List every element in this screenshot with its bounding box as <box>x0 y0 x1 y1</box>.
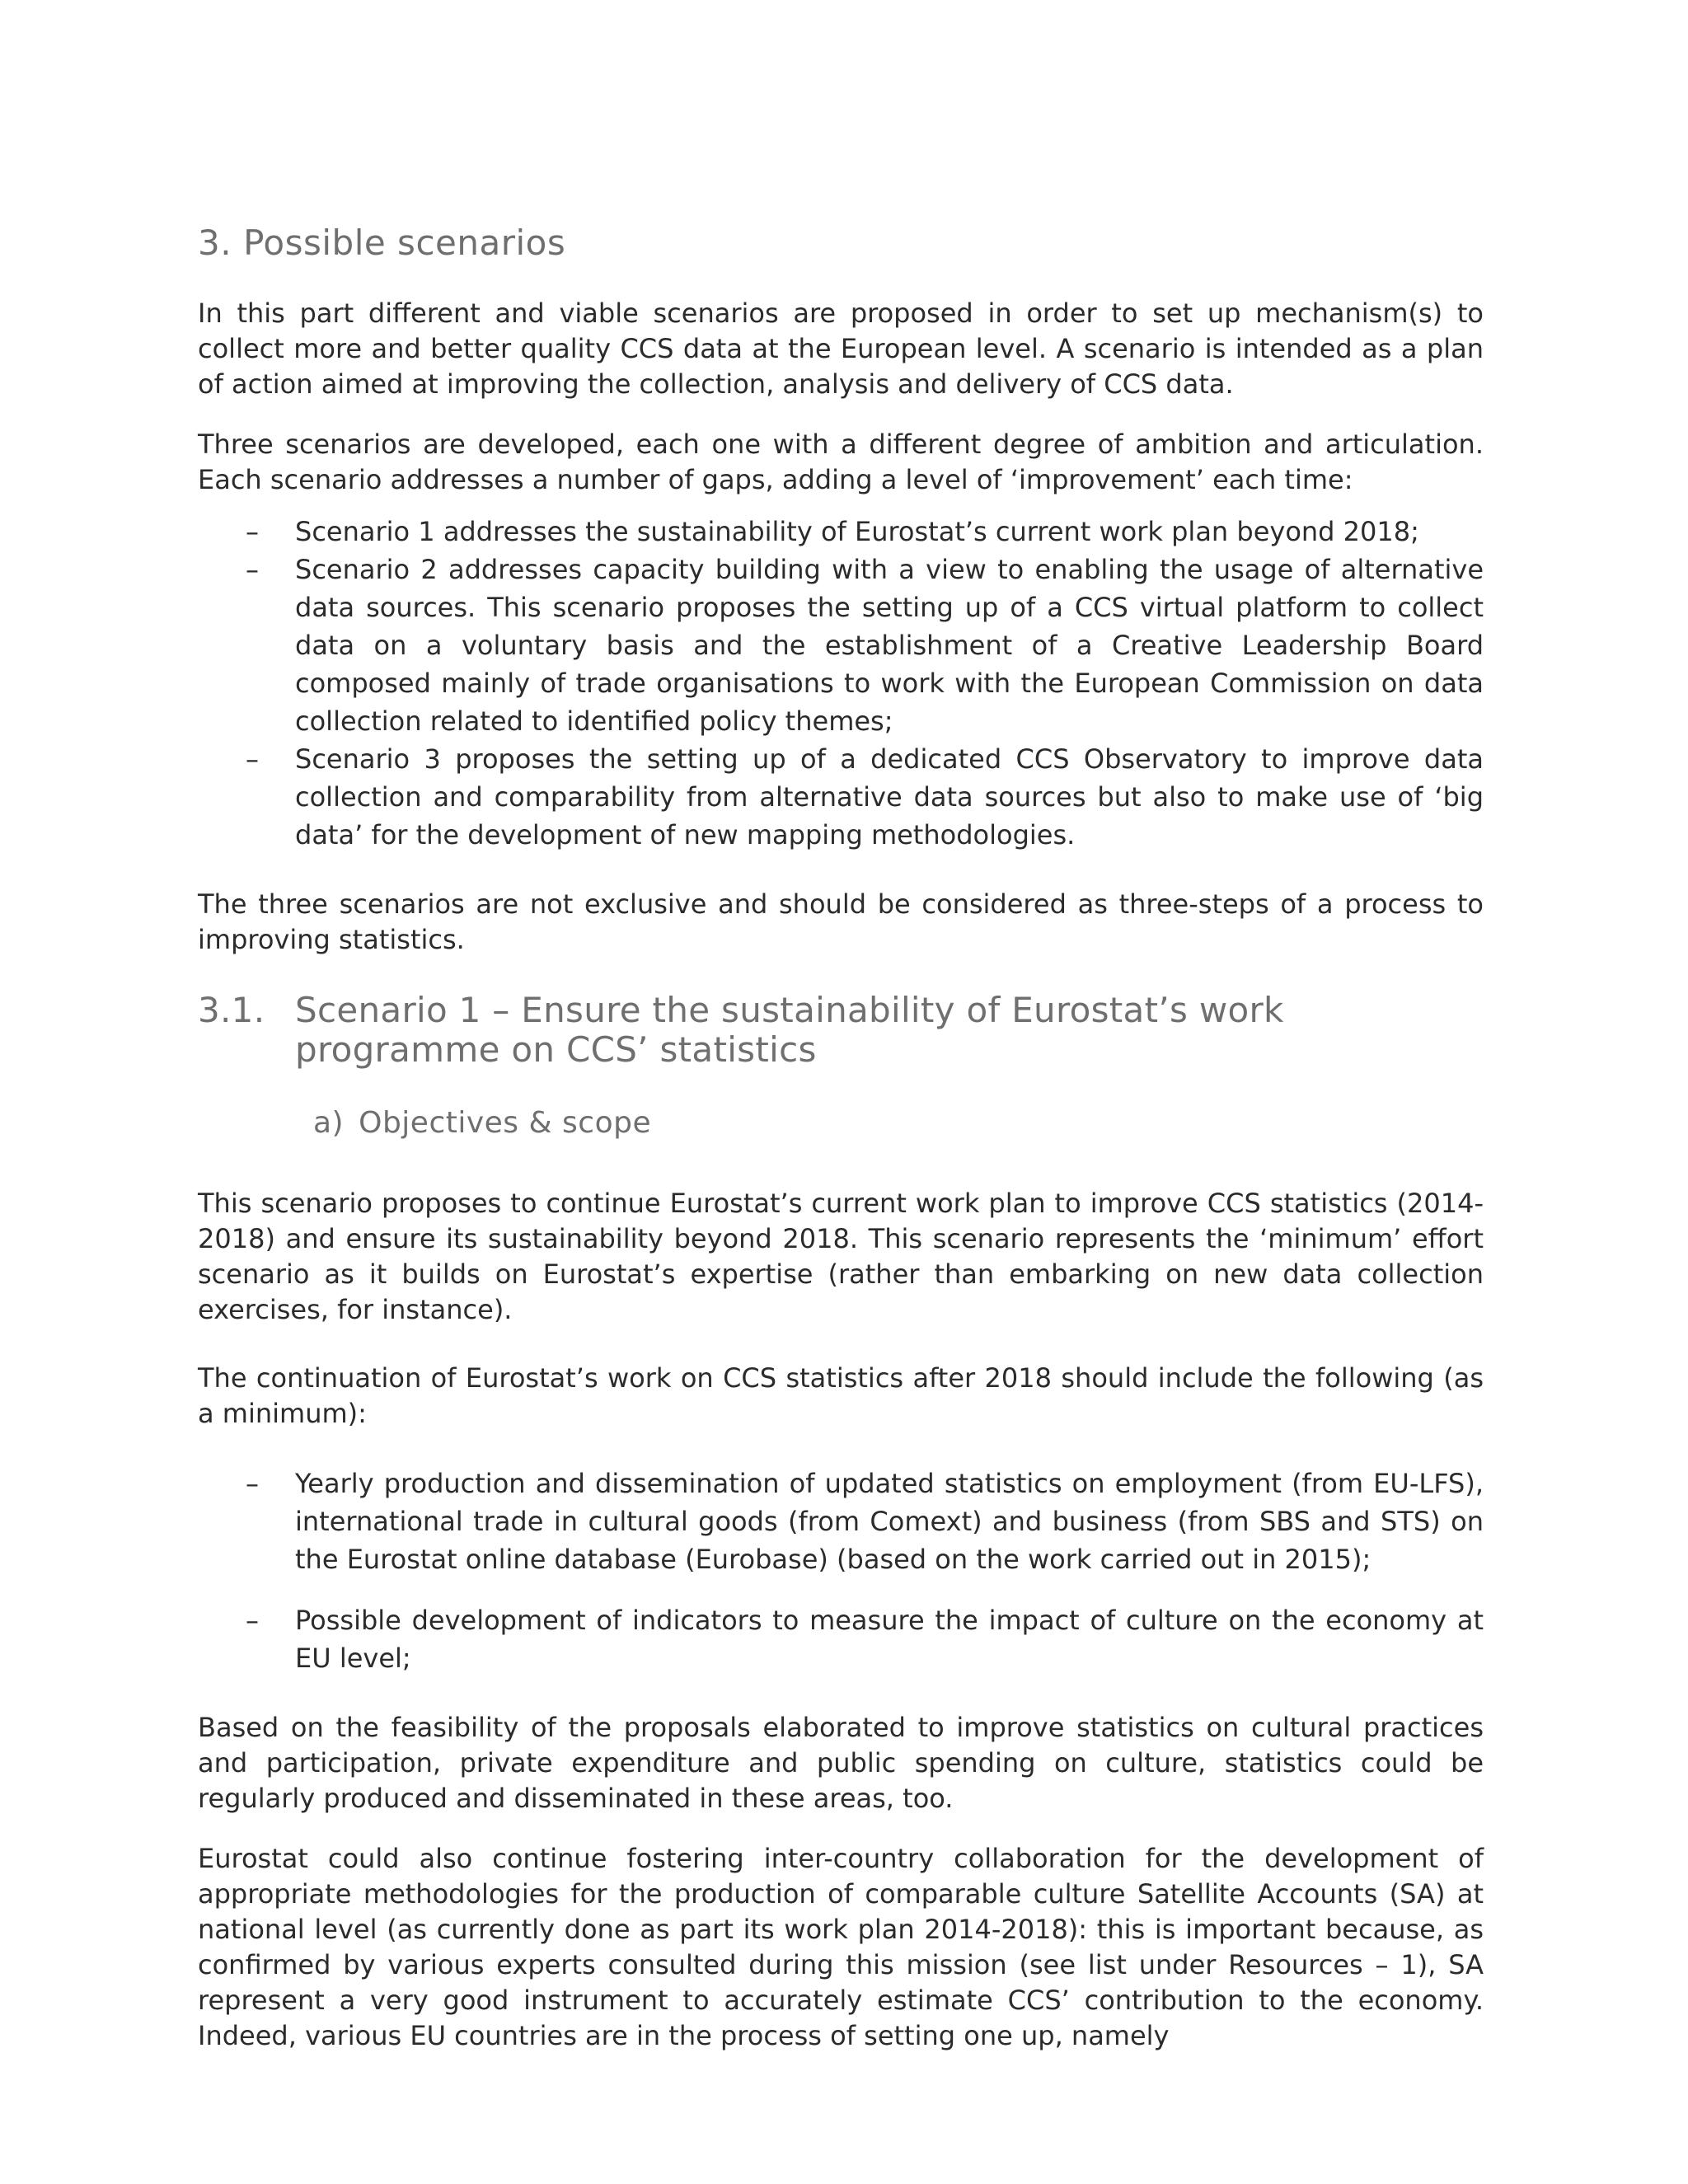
intro-paragraph: Three scenarios are developed, each one with a different degree of ambition and articulation. Each scenario addresses a number of gaps, adding a level of ‘improvement’ each time: <box>198 429 1484 495</box>
subsubsection-heading <box>198 1106 1484 1140</box>
body-paragraph: This scenario proposes to continue Eurostat’s current work plan to improve CCS statistics (2014-2018) and ensure its sustainability beyond 2018. This scenario represents the ‘minimum’ effort scenario as it builds on Eurostat’s expertise (rather than embarking on new data collection exercises, for instance). <box>198 1188 1484 1325</box>
section-heading <box>198 223 1484 263</box>
list-item: – Yearly production and dissemination of updated statistics on employment (from EU-LFS), international trade in cultural goods (from Comext) and business (from SBS and STS) on the Eurostat online database (Eurobase) (based on the work carried out in 2015); <box>198 1465 1484 1578</box>
intro-paragraph: In this part different and viable scenarios are proposed in order to set up mechanism(s) to collect more and better quality CCS data at the European level. A scenario is intended as a plan of action aimed at improving the collection, analysis and delivery of CCS data. <box>198 298 1484 400</box>
section-number: 3. <box>198 223 232 263</box>
continuation-list <box>198 1465 1484 1677</box>
scenario-list <box>198 513 1484 854</box>
list-item: – Scenario 1 addresses the sustainability of Eurostat’s current work plan beyond 2018; <box>198 513 1484 551</box>
closing-paragraph: The three scenarios are not exclusive and should be considered as three-steps of a process to improving statistics. <box>198 888 1484 955</box>
subsubsection-number: a) <box>313 1106 345 1140</box>
body-paragraph: Eurostat could also continue fostering inter-country collaboration for the development of appropriate methodologies for the production of comparable culture Satellite Accounts (SA) at national level (as currently done as part its work plan 2014-2018): this is important because, as confirmed by various experts consulted during this mission (see list under Resources – 1), SA represent a very good instrument to accurately estimate CCS’ contribution to the economy. Indeed, various EU countries are in the process of setting one up, namely <box>198 1843 1484 2051</box>
list-dash: – <box>246 1468 259 1499</box>
list-dash: – <box>246 516 259 547</box>
subsection-title: Scenario 1 – Ensure the sustainability of Eurostat’s work programme on CCS’ statistics <box>295 990 1284 1070</box>
body-paragraph: The continuation of Eurostat’s work on CCS statistics after 2018 should include the following (as a minimum): <box>198 1362 1484 1429</box>
subsection-heading <box>198 991 1484 1070</box>
page-content <box>198 223 1484 2079</box>
list-dash: – <box>246 1605 259 1636</box>
subsubsection-title: Objectives & scope <box>359 1106 652 1140</box>
subsection-number: 3.1. <box>198 990 265 1030</box>
list-item: – Scenario 3 proposes the setting up of a dedicated CCS Observatory to improve data collection and comparability from alternative data sources but also to make use of ‘big data’ for the development of new mapping methodologies. <box>198 740 1484 854</box>
body-paragraph: Based on the feasibility of the proposals elaborated to improve statistics on cultural practices and participation, private expenditure and public spending on culture, statistics could be regularly produced and disseminated in these areas, too. <box>198 1712 1484 1814</box>
section-title: Possible scenarios <box>243 223 566 263</box>
list-item: – Possible development of indicators to measure the impact of culture on the economy at EU level; <box>198 1601 1484 1677</box>
list-dash: – <box>246 554 259 585</box>
list-item: – Scenario 2 addresses capacity building with a view to enabling the usage of alternative data sources. This scenario proposes the setting up of a CCS virtual platform to collect data on a voluntary basis and the establishment of a Creative Leadership Board composed mainly of trade organisations to work with the European Commission on data collection related to identified policy themes; <box>198 551 1484 740</box>
list-dash: – <box>246 743 259 775</box>
